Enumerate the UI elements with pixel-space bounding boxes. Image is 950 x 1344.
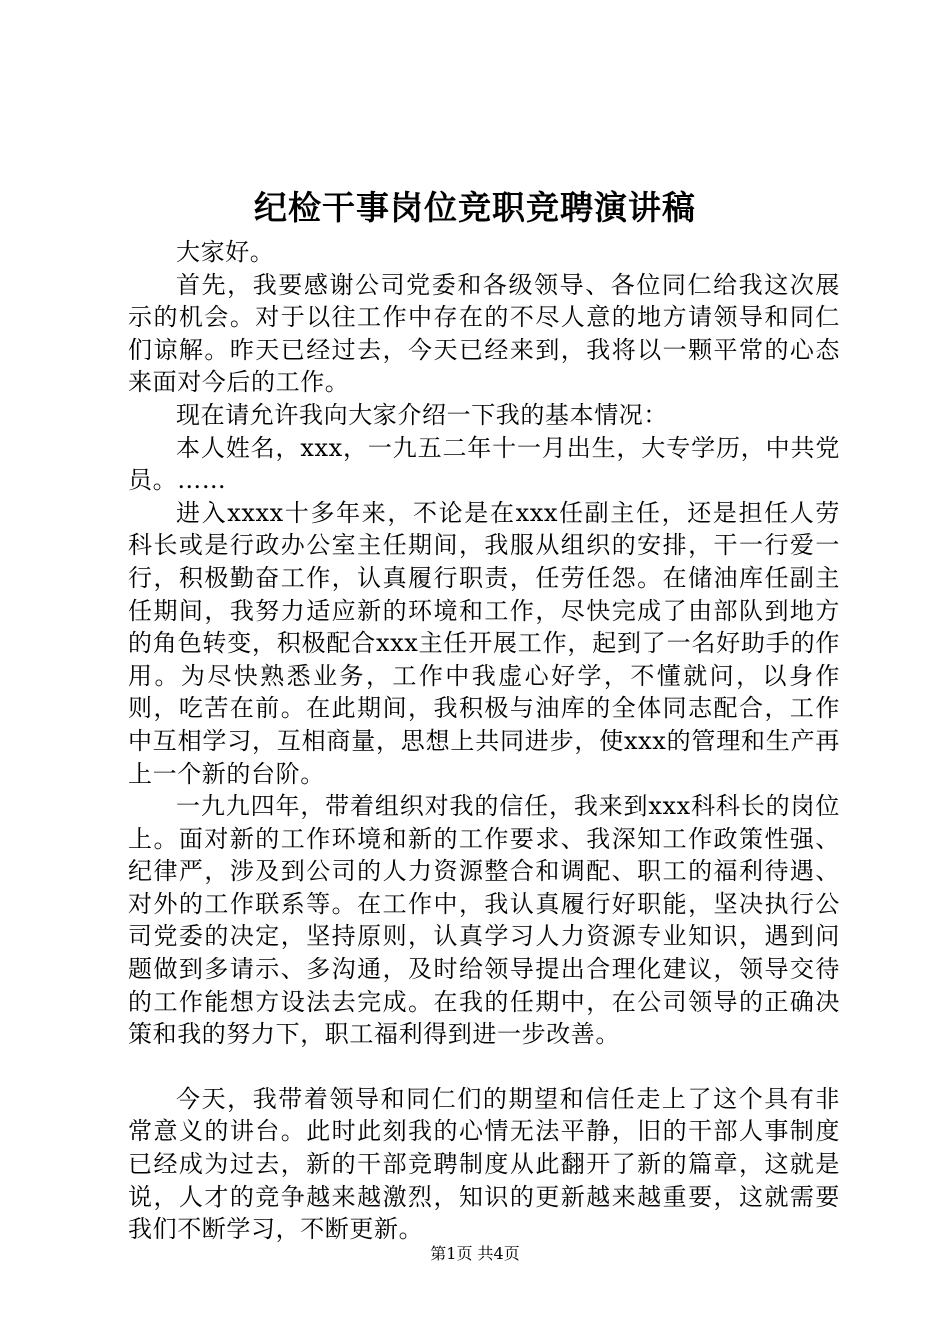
paragraph-work-history: 进入xxxx十多年来，不论是在xxx任副主任，还是担任人劳科长或是行政办公室主任期间，我服从组织的安排，干一行爱一行，积极勤奋工作，认真履行职责，任劳任怨。在储油库任副主任期间，我努力适应新的环境和工作，尽快完成了由部队到地方的角色转变，积极配合xxx主任开展工作，起到了一名好助手的作用。为尽快熟悉业务，工作中我虚心好学，不懂就问，以身作则，吃苦在前。在此期间，我积极与油库的全体同志配合，工作中互相学习，互相商量，思想上共同进步，使xxx的管理和生产再上一个新的台阶。 (128, 498, 840, 788)
paragraph-thanks: 首先，我要感谢公司党委和各级领导、各位同仁给我这次展示的机会。对于以往工作中存在的不尽人意的地方请领导和同仁们谅解。昨天已经过去，今天已经来到，我将以一颗平常的心态来面对今后的工作。 (128, 270, 840, 397)
document-title: 纪检干事岗位竞职竞聘演讲稿 (254, 188, 696, 227)
paragraph-1994: 一九九四年，带着组织对我的信任，我来到xxx科科长的岗位上。面对新的工作环境和新的工作要求、我深知工作政策性强、纪律严，涉及到公司的人力资源整合和调配、职工的福利待遇、对外的工作联系等。在工作中，我认真履行好职能，坚决执行公司党委的决定，坚持原则，认真学习人力资源专业知识，遇到问题做到多请示、多沟通，及时给领导提出合理化建议，领导交待的工作能想方设法去完成。在我的任期中，在公司领导的正确决策和我的努力下，职工福利得到进一步改善。 (128, 792, 840, 1049)
paragraph-basic-info: 本人姓名，xxx，一九五二年十一月出生，大专学历，中共党员。…… (128, 433, 840, 495)
document-body (128, 236, 840, 1246)
paragraph-greeting: 大家好。 (176, 238, 275, 266)
page-number-footer: 第1页 共4页 (430, 1244, 520, 1263)
paragraph-today: 今天，我带着领导和同仁们的期望和信任走上了这个具有非常意义的讲台。此时此刻我的心情无法平静，旧的干部人事制度已经成为过去，新的干部竞聘制度从此翻开了新的篇章，这就是说，人才的竞争越来越激烈，知识的更新越来越重要，这就需要我们不断学习，不断更新。 (128, 1084, 840, 1244)
paragraph-intro: 现在请允许我向大家介绍一下我的基本情况： (176, 400, 668, 429)
